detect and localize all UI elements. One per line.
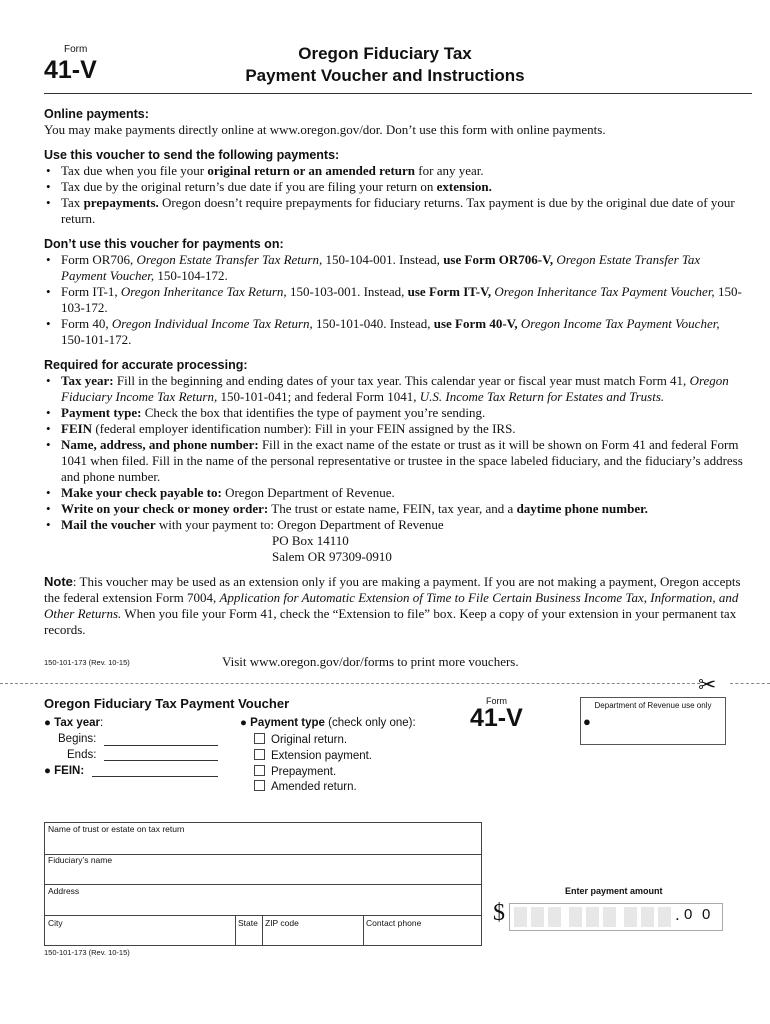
list-item: • Payment type: Check the box that identifies the type of payment you’re sending.	[44, 405, 744, 421]
fiduciary-field[interactable]	[45, 854, 481, 885]
digit-box	[641, 907, 654, 927]
mail-address-line: Salem OR 97309-0910	[272, 549, 392, 564]
list-item: • Tax prepayments. Oregon doesn’t require prepayments for fiduciary returns. Tax payment is due by the original due date of your return.	[44, 195, 744, 227]
list-item: • Make your check payable to: Oregon Department of Revenue.	[44, 485, 744, 501]
mail-address-line: PO Box 14110	[272, 533, 349, 548]
amount-label: Enter payment amount	[565, 886, 663, 896]
dont-use-heading: Don’t use this voucher for payments on:	[44, 237, 284, 251]
note-paragraph: Note: This voucher may be used as an extension only if you are making a payment. If you are not making a payment, Oregon accepts the federal extension Form 7004, Application for Automatic Extension of Time to File Certain Business Income Tax, Information, and Other Returns. When you file your Form 41, check the “Extension to file” box. Keep a copy of your extension in your permanent tax records.	[44, 574, 741, 637]
address-field[interactable]	[45, 885, 481, 916]
fiduciary-label: Fiduciary’s name	[48, 855, 113, 865]
address-label: Address	[48, 886, 80, 896]
page-subtitle: Payment Voucher and Instructions	[245, 66, 525, 85]
list-item: • FEIN (federal employer identification number): Fill in your FEIN assigned by the IRS.	[44, 421, 744, 437]
begins-field[interactable]	[104, 745, 218, 746]
fein-label: ● FEIN:	[44, 765, 85, 777]
digit-box	[531, 907, 544, 927]
digit-box	[569, 907, 582, 927]
begins-label: Begins:	[58, 733, 97, 745]
option-extension-payment[interactable]: Extension payment.	[254, 749, 372, 762]
dollar-sign: $	[493, 900, 505, 926]
city-label: City	[48, 918, 63, 928]
decimal-point: .	[675, 905, 680, 924]
use-voucher-section	[44, 147, 744, 227]
checkbox[interactable]	[254, 749, 265, 760]
digit-box	[658, 907, 671, 927]
cents-digit: 0	[702, 906, 711, 923]
list-item: • Form 40, Oregon Individual Income Tax Return, 150-101-040. Instead, use Form 40-V, Oregon Income Tax Payment Voucher, 150-101-172.	[44, 316, 744, 348]
dont-use-section	[44, 236, 744, 348]
digit-box	[514, 907, 527, 927]
digit-box	[624, 907, 637, 927]
use-voucher-heading: Use this voucher to send the following payments:	[44, 148, 340, 162]
required-heading: Required for accurate processing:	[44, 358, 248, 372]
bullet-icon: ●	[240, 717, 247, 729]
cut-line	[0, 683, 700, 684]
name-label: Name of trust or estate on tax return	[48, 824, 185, 834]
form-number: 41-V	[44, 56, 97, 84]
dor-use-label: Department of Revenue use only	[594, 701, 712, 710]
fein-field[interactable]	[92, 776, 218, 777]
list-item: • Form OR706, Oregon Estate Transfer Tax Return, 150-104-001. Instead, use Form OR706-V, Oregon Estate Transfer Tax Payment Voucher, 150-104-172.	[44, 252, 744, 284]
header-divider	[44, 93, 752, 94]
online-text: You may make payments directly online at www.oregon.gov/dor. Don’t use this form with online payments.	[44, 122, 606, 137]
bullet-icon: ●	[44, 717, 51, 729]
revision-number: 150-101-173 (Rev. 10-15)	[44, 948, 130, 957]
checkbox[interactable]	[254, 780, 265, 791]
phone-label: Contact phone	[366, 918, 422, 928]
required-section	[44, 357, 744, 565]
dor-use-box	[580, 697, 726, 745]
scissors-icon: ✂	[698, 672, 717, 697]
cell-divider	[235, 916, 236, 945]
digit-box	[603, 907, 616, 927]
list-item: • Tax due when you file your original return or an amended return for any year.	[44, 163, 744, 179]
bullet-icon: ●	[44, 765, 51, 777]
revision-number: 150-101-173 (Rev. 10-15)	[44, 658, 130, 667]
list-item: • Form IT-1, Oregon Inheritance Tax Return, 150-103-001. Instead, use Form IT-V, Oregon Inheritance Tax Payment Voucher, 150-103-172.	[44, 284, 744, 316]
online-section	[44, 106, 744, 138]
checkbox[interactable]	[254, 765, 265, 776]
state-label: State	[238, 918, 258, 928]
zip-label: ZIP code	[265, 918, 299, 928]
online-heading: Online payments:	[44, 107, 149, 121]
cents-digit: 0	[684, 906, 693, 923]
checkbox[interactable]	[254, 733, 265, 744]
voucher-form-number: 41-V	[470, 704, 523, 732]
visit-link-text: Visit www.oregon.gov/dor/forms to print more vouchers.	[222, 654, 519, 669]
option-prepayment[interactable]: Prepayment.	[254, 765, 336, 778]
cut-line	[730, 683, 770, 684]
cell-divider	[363, 916, 364, 945]
payment-type-label: ● Payment type (check only one):	[240, 717, 416, 729]
digit-box	[548, 907, 561, 927]
option-amended-return[interactable]: Amended return.	[254, 780, 357, 793]
voucher-form-label: Form	[486, 696, 507, 706]
list-item: • Tax year: Fill in the beginning and ending dates of your tax year. This calendar year or fiscal year must match Form 41, Oregon Fiduciary Income Tax Return, 150-101-041; and federal Form 1041, U.S. Income Tax Return for Estates and Trusts.	[44, 373, 744, 405]
page-title: Oregon Fiduciary Tax	[298, 44, 472, 63]
ends-field[interactable]	[104, 760, 218, 761]
digit-box	[586, 907, 599, 927]
instructions	[44, 106, 744, 638]
ends-label: Ends:	[67, 749, 97, 761]
name-field[interactable]	[45, 823, 481, 855]
form-label: Form	[64, 44, 88, 55]
cell-divider	[262, 916, 263, 945]
bullet-icon: ●	[583, 714, 591, 729]
list-item: • Tax due by the original return’s due date if you are filing your return on extension.	[44, 179, 744, 195]
tax-year-label: ● Tax year:	[44, 717, 104, 729]
list-item: • Mail the voucher with your payment to: Oregon Department of Revenue	[44, 517, 744, 533]
option-original-return[interactable]: Original return.	[254, 733, 347, 746]
voucher-title: Oregon Fiduciary Tax Payment Voucher	[44, 696, 290, 711]
list-item: • Name, address, and phone number: Fill in the exact name of the estate or trust as it will be shown on Form 41 and federal Form 1041 when filed. Fill in the name of the personal representative or trustee in the space labeled fiduciary, and the fiduciary’s address and phone number.	[44, 437, 744, 485]
list-item: • Write on your check or money order: The trust or estate name, FEIN, tax year, and a daytime phone number.	[44, 501, 744, 517]
entry-table	[44, 822, 482, 946]
